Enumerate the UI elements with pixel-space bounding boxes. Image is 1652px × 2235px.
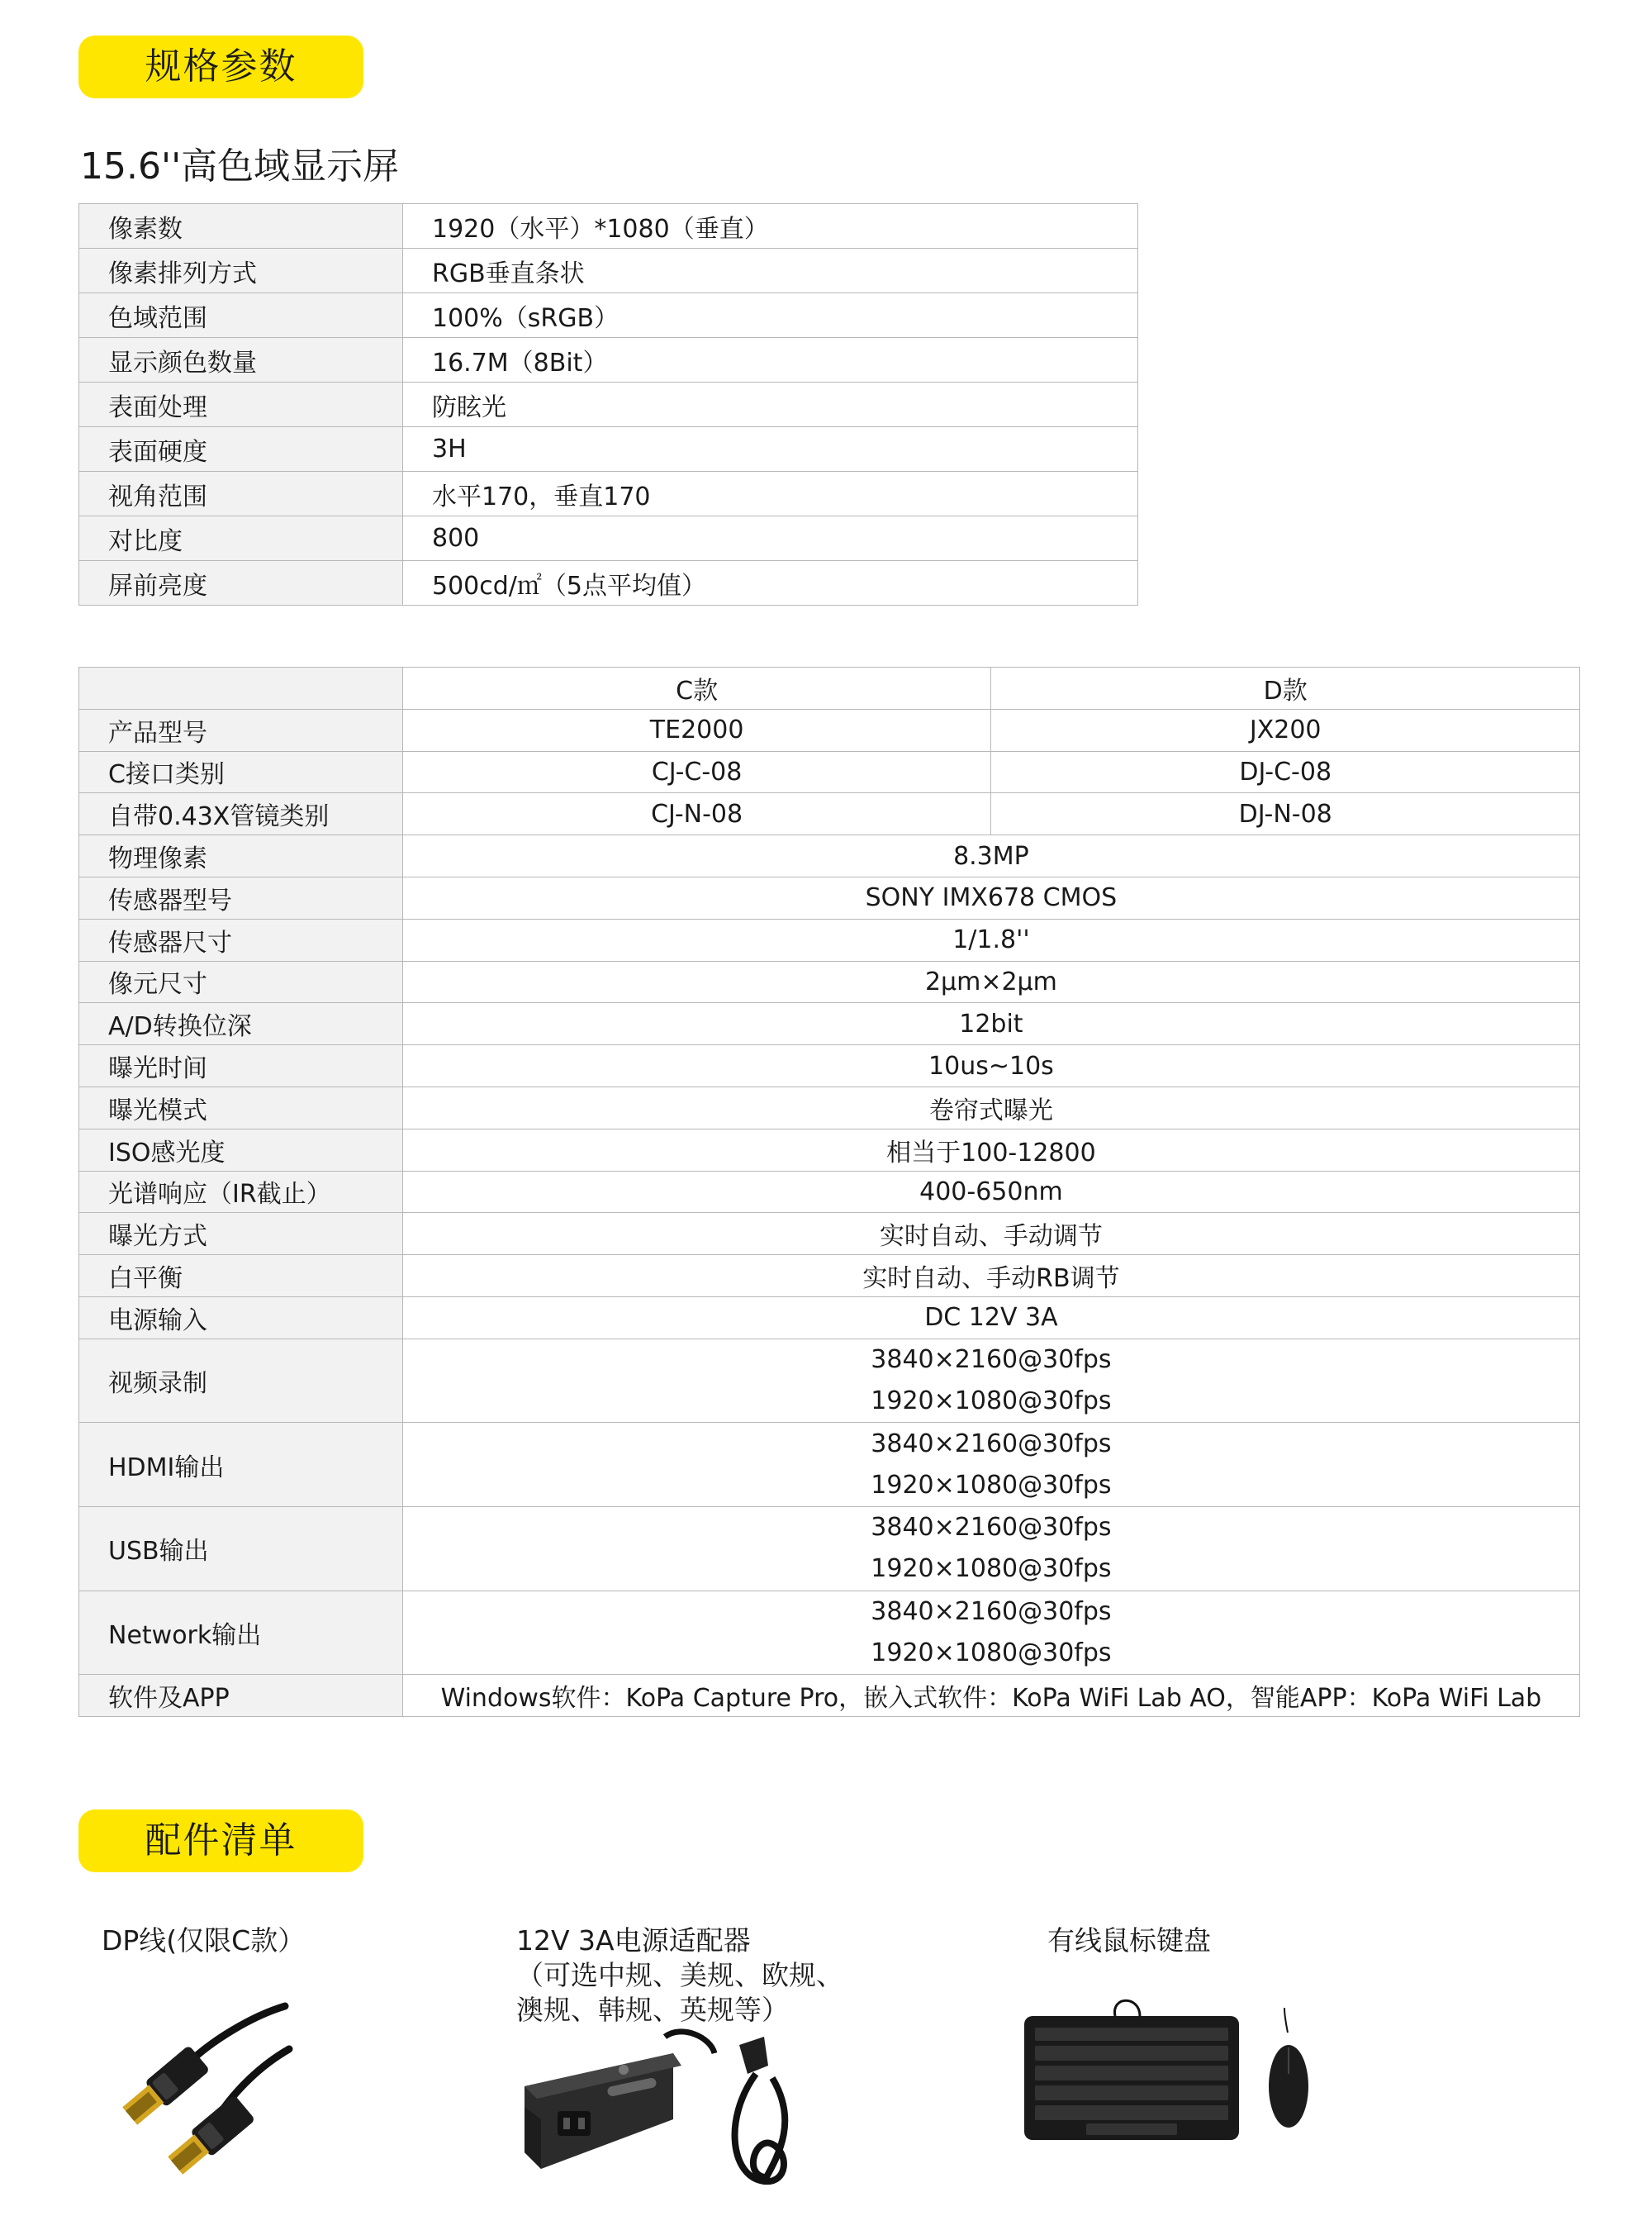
spec-value: 水平170，垂直170 — [403, 472, 1138, 516]
table-row — [79, 1003, 1580, 1045]
spec-key: 显示颜色数量 — [79, 338, 403, 383]
spec-key: 色域范围 — [79, 293, 403, 338]
spec-key: 表面硬度 — [79, 427, 403, 472]
spec-value-d: JX200 — [991, 709, 1580, 751]
spec-value: 卷帘式曝光 — [402, 1087, 1579, 1129]
spec-key: 屏前亮度 — [79, 561, 403, 606]
spec-key: 光谱响应（IR截止） — [79, 1171, 403, 1213]
spec-key: 视频录制 — [79, 1339, 403, 1423]
spec-key: 传感器型号 — [79, 877, 403, 919]
resolution-line: 3840×2160@30fps — [871, 1345, 1112, 1375]
resolution-line: 3840×2160@30fps — [871, 1513, 1112, 1543]
spec-key: 物理像素 — [79, 835, 403, 877]
table-row — [79, 1213, 1580, 1255]
spec-value: 400-650nm — [402, 1171, 1579, 1213]
spec-key: 电源输入 — [79, 1296, 403, 1339]
accessories-section-badge: 配件清单 — [78, 1809, 363, 1872]
camera-spec-table — [78, 667, 1580, 1717]
table-row — [79, 293, 1138, 338]
spec-value — [402, 1591, 1579, 1675]
spec-key: ISO感光度 — [79, 1129, 403, 1171]
spec-key: 曝光时间 — [79, 1045, 403, 1087]
table-row — [79, 338, 1138, 383]
accessory-label-dp-cable — [102, 1924, 305, 1958]
spec-value — [402, 1339, 1579, 1423]
resolution-line: 1920×1080@30fps — [871, 1554, 1112, 1584]
spec-key: A/D转换位深 — [79, 1003, 403, 1045]
spec-value: 3H — [403, 427, 1138, 472]
spec-value-c: CJ-C-08 — [402, 751, 991, 793]
table-row — [79, 793, 1580, 835]
spec-value: RGB垂直条状 — [403, 249, 1138, 293]
spec-value: Windows软件：KoPa Capture Pro，嵌入式软件：KoPa WiFi Lab AO，智能APP：KoPa WiFi Lab — [402, 1675, 1579, 1717]
spec-value-d: DJ-N-08 — [991, 793, 1580, 835]
dp-cable-image — [95, 1991, 293, 2181]
table-row — [79, 1129, 1580, 1171]
display-title: 15.6''高色域显示屏 — [80, 145, 400, 188]
resolution-line: 1920×1080@30fps — [871, 1638, 1112, 1667]
accessory-label-line: DP线(仅限C款） — [102, 1924, 306, 1957]
table-row — [79, 1255, 1580, 1297]
spec-value: 相当于100-12800 — [402, 1129, 1579, 1171]
spec-value-c: TE2000 — [402, 709, 991, 751]
table-row — [79, 919, 1580, 961]
resolution-line: 3840×2160@30fps — [871, 1429, 1112, 1458]
spec-value: 12bit — [402, 1003, 1579, 1045]
spec-value: 800 — [403, 516, 1138, 561]
spec-key: Network输出 — [79, 1591, 403, 1675]
table-row — [79, 1171, 1580, 1213]
spec-key: 曝光方式 — [79, 1213, 403, 1255]
spec-key: 曝光模式 — [79, 1087, 403, 1129]
accessory-label-line: （可选中规、美规、欧规、 — [516, 1959, 843, 1991]
spec-key: 白平衡 — [79, 1255, 403, 1297]
keyboard-mouse-image — [1020, 1991, 1317, 2148]
spec-key: 产品型号 — [79, 709, 403, 751]
table-row — [79, 751, 1580, 793]
table-row — [79, 561, 1138, 606]
power-adapter-image — [516, 2028, 847, 2194]
table-row — [79, 1591, 1580, 1675]
spec-key: USB输出 — [79, 1506, 403, 1591]
spec-value: SONY IMX678 CMOS — [402, 877, 1579, 919]
spec-key: 视角范围 — [79, 472, 403, 516]
specs-section-badge: 规格参数 — [78, 36, 363, 98]
table-row — [79, 709, 1580, 751]
spec-value: 实时自动、手动RB调节 — [402, 1255, 1579, 1297]
table-row — [79, 1045, 1580, 1087]
spec-key: 自带0.43X管镜类别 — [79, 793, 403, 835]
table-row — [79, 427, 1138, 472]
spec-key: 对比度 — [79, 516, 403, 561]
table-row — [79, 472, 1138, 516]
header-empty-cell — [79, 668, 403, 710]
table-row — [79, 1506, 1580, 1591]
table-row — [79, 1296, 1580, 1339]
table-row — [79, 1087, 1580, 1129]
resolution-line: 1920×1080@30fps — [871, 1386, 1112, 1416]
resolution-line: 3840×2160@30fps — [871, 1596, 1112, 1626]
spec-value: 防眩光 — [403, 383, 1138, 427]
table-row — [79, 383, 1138, 427]
spec-value — [402, 1423, 1579, 1507]
accessory-label-power-adapter — [516, 1924, 843, 2028]
display-spec-table — [78, 203, 1138, 606]
spec-value: 500cd/㎡（5点平均值） — [403, 561, 1138, 606]
table-row — [79, 516, 1138, 561]
accessory-label-line: 澳规、韩规、英规等） — [516, 1994, 789, 2026]
spec-value: 实时自动、手动调节 — [402, 1213, 1579, 1255]
table-row — [79, 877, 1580, 919]
accessory-label-line: 有线鼠标键盘 — [1047, 1924, 1211, 1957]
spec-key: 软件及APP — [79, 1675, 403, 1717]
table-row — [79, 249, 1138, 293]
table-row — [79, 961, 1580, 1003]
spec-value: 16.7M（8Bit） — [403, 338, 1138, 383]
resolution-line: 1920×1080@30fps — [871, 1470, 1112, 1500]
header-d-model: D款 — [991, 668, 1580, 710]
spec-key: C接口类别 — [79, 751, 403, 793]
table-row — [79, 1675, 1580, 1717]
spec-value: 8.3MP — [402, 835, 1579, 877]
spec-key: 像素数 — [79, 204, 403, 249]
spec-value: 100%（sRGB） — [403, 293, 1138, 338]
spec-value: 1920（水平）*1080（垂直） — [403, 204, 1138, 249]
accessory-label-keyboard-mouse — [1047, 1924, 1211, 1958]
spec-value: 10us~10s — [402, 1045, 1579, 1087]
table-row — [79, 1423, 1580, 1507]
spec-value-c: CJ-N-08 — [402, 793, 991, 835]
table-row — [79, 1339, 1580, 1423]
spec-key: 传感器尺寸 — [79, 919, 403, 961]
header-c-model: C款 — [402, 668, 991, 710]
spec-value-d: DJ-C-08 — [991, 751, 1580, 793]
spec-value: DC 12V 3A — [402, 1296, 1579, 1339]
table-header-row — [79, 668, 1580, 710]
spec-key: 表面处理 — [79, 383, 403, 427]
spec-key: 像素排列方式 — [79, 249, 403, 293]
spec-key: 像元尺寸 — [79, 961, 403, 1003]
spec-value — [402, 1506, 1579, 1591]
table-row — [79, 835, 1580, 877]
accessory-label-line: 12V 3A电源适配器 — [516, 1924, 751, 1957]
spec-value: 2μm×2μm — [402, 961, 1579, 1003]
spec-key: HDMI输出 — [79, 1423, 403, 1507]
table-row — [79, 204, 1138, 249]
spec-value: 1/1.8'' — [402, 919, 1579, 961]
